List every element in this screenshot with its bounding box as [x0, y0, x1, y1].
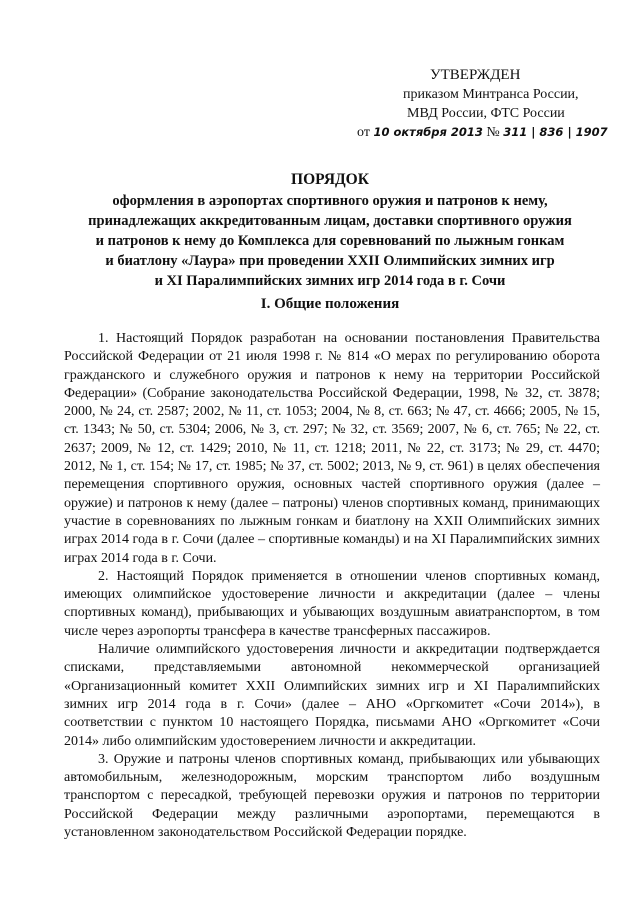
approval-line-order: приказом Минтранса России, — [403, 87, 579, 102]
handwritten-numbers: 311 | 836 | 1907 — [503, 125, 608, 139]
number-label: № — [486, 125, 500, 140]
approval-title: УТВЕРЖДЕН — [430, 67, 521, 83]
paragraph: 2. Настоящий Порядок применяется в отношении членов спортивных команд, имеющих олимпийское удостоверение личности и аккредитации (далее – члены спортивных команд), прибывающих и убывающих воздушным авиатранспортом, в том числе через аэропорты трансфера в качестве трансферных пассажиров. — [64, 568, 600, 639]
approval-line-ministries: МВД России, ФТС России — [407, 106, 565, 121]
handwritten-date: 10 октября 2013 — [373, 125, 483, 139]
paragraph: 3. Оружие и патроны членов спортивных команд, прибывающих или убывающих автомобильным, железнодорожным, морским транспортом либо воздушным транспортом с пересадкой, требующей перевозки оружия и патронов по территории Российской Федерации между различными аэропортами, перемещаются в установленном законодательством Российской Федерации порядке. — [64, 751, 600, 841]
document-title: ПОРЯДОК — [291, 171, 369, 188]
subtitle-line: и XI Паралимпийских зимних игр 2014 года в г. Сочи — [154, 273, 506, 289]
document-title-block — [60, 170, 600, 291]
approval-stamp-block — [357, 66, 615, 142]
subtitle-line: и патронов к нему до Комплекса для соревнований по лыжным гонкам — [95, 233, 565, 249]
section-heading: I. Общие положения — [260, 296, 400, 312]
paragraph: Наличие олимпийского удостоверения личности и аккредитации подтверждается списками, представляемыми автономной некоммерческой организацией «Организационный комитет XXII Олимпийских зимних игр и XI Паралимпийских зимних игр 2014 года в г. Сочи» (далее – АНО «Оргкомитет «Сочи 2014»), в соответствии с пунктом 10 настоящего Порядка, письмами АНО «Оргкомитет «Сочи 2014» либо олимпийским удостоверением личности и аккредитации. — [64, 642, 600, 749]
subtitle-line: и биатлону «Лаура» при проведении XXII Олимпийских зимних игр — [105, 253, 555, 269]
approval-date-line — [357, 123, 615, 142]
subtitle-line: принадлежащих аккредитованным лицам, доставки спортивного оружия — [88, 213, 572, 229]
subtitle-line: оформления в аэропортах спортивного оружия и патронов к нему, — [112, 193, 548, 209]
paragraph: 1. Настоящий Порядок разработан на основании постановления Правительства Российской Федерации от 21 июля 1998 г. № 814 «О мерах по регулированию оборота гражданского и служебного оружия и патронов к нему на территории Российской Федерации» (Собрание законодательства Российской Федерации, 1998, № 32, ст. 3878; 2000, № 24, ст. 2587; 2002, № 11, ст. 1053; 2004, № 8, ст. 663; № 47, ст. 4666; 2005, № 15, ст. 1343; № 50, ст. 5304; 2006, № 3, ст. 297; № 32, ст. 3569; 2007, № 6, ст. 765; № 22, ст. 2637; 2009, № 12, ст. 1429; 2010, № 11, ст. 1218; 2011, № 22, ст. 3173; № 29, ст. 4470; 2012, № 1, ст. 154; № 17, ст. 1985; № 37, ст. 5002; 2013, № 9, ст. 961) в целях обеспечения перемещения спортивного оружия, основных частей спортивного оружия (далее – оружие) и патронов к нему (далее – патроны) членов спортивных команд, принимающих участие в соревнованиях по лыжным гонкам и биатлону на XXII Олимпийских зимних играх 2014 года в г. Сочи (далее – спортивные команды) и на XI Паралимпийских зимних играх 2014 года в г. Сочи. — [64, 331, 600, 566]
date-prefix: от — [357, 125, 370, 140]
document-body — [64, 330, 600, 842]
